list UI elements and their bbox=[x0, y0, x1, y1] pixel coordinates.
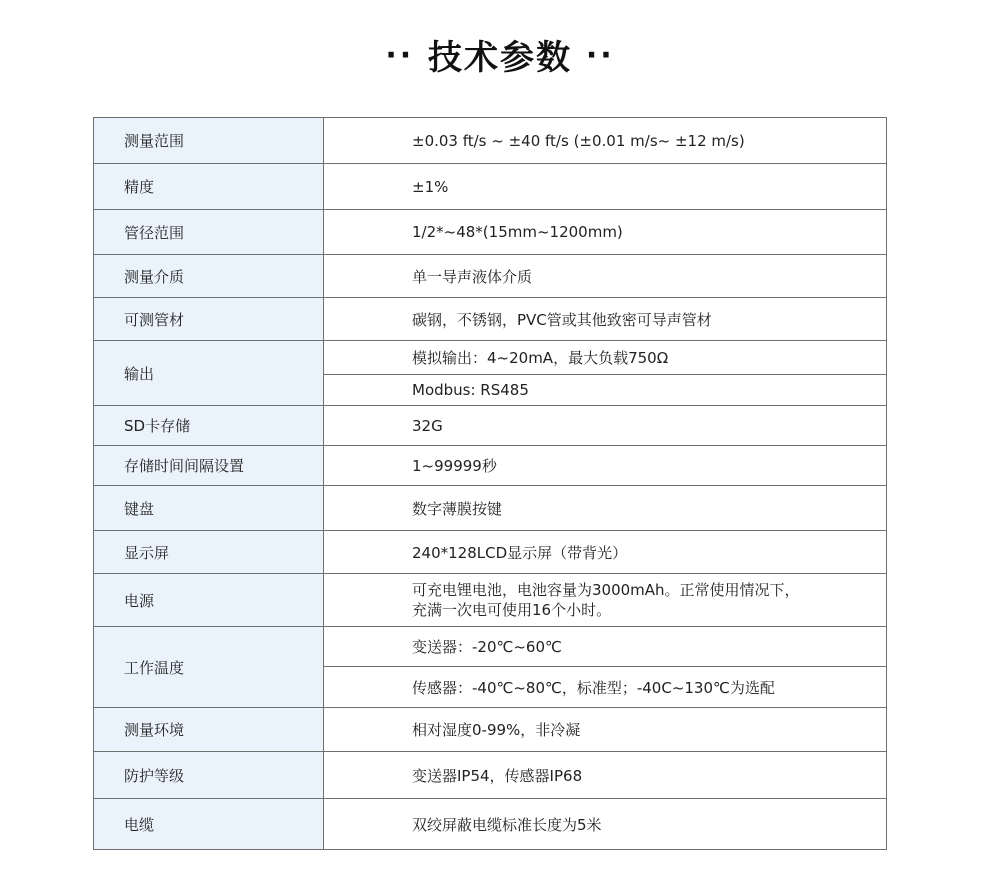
table-row bbox=[94, 627, 887, 667]
row-label-keyboard: 键盘 bbox=[94, 486, 324, 531]
row-label-protection: 防护等级 bbox=[94, 752, 324, 799]
table-row bbox=[94, 406, 887, 446]
spec-table bbox=[93, 117, 887, 850]
table-row bbox=[94, 255, 887, 298]
table-row bbox=[94, 341, 887, 375]
row-label-power: 电源 bbox=[94, 574, 324, 627]
row-value-measure-range: ±0.03 ft/s ~ ±40 ft/s (±0.01 m/s~ ±12 m/s) bbox=[324, 118, 887, 164]
row-value-output-modbus: Modbus: RS485 bbox=[324, 375, 887, 406]
row-label-measure-range: 测量范围 bbox=[94, 118, 324, 164]
row-label-environment: 测量环境 bbox=[94, 708, 324, 752]
row-value-keyboard: 数字薄膜按键 bbox=[324, 486, 887, 531]
row-value-storage-interval: 1~99999秒 bbox=[324, 446, 887, 486]
row-value-sd-storage: 32G bbox=[324, 406, 887, 446]
table-row bbox=[94, 574, 887, 627]
row-value-power-line-1: 可充电锂电池，电池容量为3000mAh。正常使用情况下， bbox=[412, 581, 800, 599]
table-row bbox=[94, 210, 887, 255]
row-value-pipe-material: 碳钢，不锈钢，PVC管或其他致密可导声管材 bbox=[324, 298, 887, 341]
row-label-accuracy: 精度 bbox=[94, 164, 324, 210]
title-dots-right: ·· bbox=[585, 38, 615, 73]
row-value-accuracy: ±1% bbox=[324, 164, 887, 210]
table-row bbox=[94, 486, 887, 531]
row-label-sd-storage: SD卡存储 bbox=[94, 406, 324, 446]
row-label-display: 显示屏 bbox=[94, 531, 324, 574]
row-label-pipe-material: 可测管材 bbox=[94, 298, 324, 341]
title-dots-left: ·· bbox=[385, 38, 415, 73]
table-row bbox=[94, 799, 887, 850]
row-value-output-analog: 模拟输出：4~20mA，最大负载750Ω bbox=[324, 341, 887, 375]
row-label-output: 输出 bbox=[94, 341, 324, 406]
table-row bbox=[94, 752, 887, 799]
row-value-temperature-sensor: 传感器：-40℃~80℃，标准型；-40C~130℃为选配 bbox=[324, 667, 887, 708]
row-value-environment: 相对湿度0-99%，非冷凝 bbox=[324, 708, 887, 752]
row-value-power-line-2: 充满一次电可使用16个小时。 bbox=[412, 601, 612, 619]
row-value-protection: 变送器IP54，传感器IP68 bbox=[324, 752, 887, 799]
table-row bbox=[94, 118, 887, 164]
title-text: 技术参数 bbox=[428, 38, 572, 78]
table-row bbox=[94, 298, 887, 341]
row-label-pipe-diameter: 管径范围 bbox=[94, 210, 324, 255]
row-label-medium: 测量介质 bbox=[94, 255, 324, 298]
table-row bbox=[94, 708, 887, 752]
row-value-pipe-diameter: 1/2*~48*(15mm~1200mm) bbox=[324, 210, 887, 255]
table-row bbox=[94, 446, 887, 486]
row-value-display: 240*128LCD显示屏（带背光） bbox=[324, 531, 887, 574]
row-label-temperature: 工作温度 bbox=[94, 627, 324, 708]
row-value-medium: 单一导声液体介质 bbox=[324, 255, 887, 298]
row-label-cable: 电缆 bbox=[94, 799, 324, 850]
row-value-power bbox=[324, 574, 887, 627]
row-value-temperature-transmitter: 变送器：-20℃~60℃ bbox=[324, 627, 887, 667]
table-row bbox=[94, 164, 887, 210]
page-title bbox=[0, 30, 1000, 79]
table-row bbox=[94, 531, 887, 574]
row-value-cable: 双绞屏蔽电缆标准长度为5米 bbox=[324, 799, 887, 850]
row-label-storage-interval: 存储时间间隔设置 bbox=[94, 446, 324, 486]
